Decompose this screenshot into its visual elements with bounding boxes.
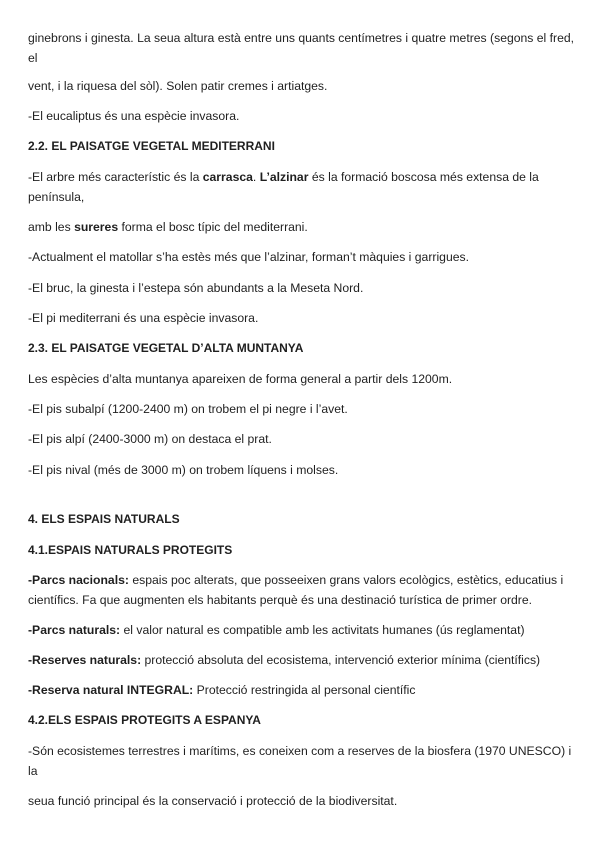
heading-4-1: 4.1.ESPAIS NATURALS PROTEGITS <box>28 543 233 557</box>
bold-term-reserves-naturals: -Reserves naturals: <box>28 653 142 667</box>
bold-term-sureres: sureres <box>74 220 119 234</box>
bold-term-parcs-nacionals: -Parcs nacionals: <box>28 573 129 587</box>
text: Protecció restringida al personal científic <box>193 683 416 697</box>
paragraph-7: -El bruc, la ginesta i l’estepa són abundants a la Meseta Nord. <box>28 281 364 295</box>
heading-4: 4. ELS ESPAIS NATURALS <box>28 512 180 526</box>
text: -El arbre més característic és la <box>28 170 203 184</box>
paragraph-16 <box>28 680 576 700</box>
text: espais poc alterats, que posseeixen grans valors ecològics, estètics, educatius i científics. Fa que augmenten els habitants perquè és una destinació turística de primer ordre. <box>28 573 564 607</box>
paragraph-18: seua funció principal és la conservació i protecció de la biodiversitat. <box>28 794 398 808</box>
paragraph-14 <box>28 620 576 640</box>
bold-term-parcs-naturals: -Parcs naturals: <box>28 623 121 637</box>
bold-term-reserva-integral: -Reserva natural INTEGRAL: <box>28 683 194 697</box>
paragraph-1: ginebrons i ginesta. La seua altura està entre uns quants centímetres i quatre metres (segons el fred, el <box>28 31 575 65</box>
text: és la formació boscosa més extensa de la península, <box>28 170 539 204</box>
heading-4-2: 4.2.ELS ESPAIS PROTEGITS A ESPANYA <box>28 713 261 727</box>
paragraph-10: -El pis subalpí (1200-2400 m) on trobem el pi negre i l’avet. <box>28 402 348 416</box>
paragraph-9: Les espècies d’alta muntanya apareixen de forma general a partir dels 1200m. <box>28 372 453 386</box>
paragraph-5 <box>28 217 576 237</box>
paragraph-8: -El pi mediterrani és una espècie invasora. <box>28 311 259 325</box>
text: protecció absoluta del ecosistema, intervenció exterior mínima (científics) <box>141 653 541 667</box>
paragraph-17: -Són ecosistemes terrestres i marítims, es coneixen com a reserves de la biosfera (1970 UNESCO) i la <box>28 744 572 778</box>
heading-2-3: 2.3. EL PAISATGE VEGETAL D’ALTA MUNTANYA <box>28 341 304 355</box>
paragraph-15 <box>28 650 576 670</box>
bold-term-carrasca: carrasca <box>202 170 253 184</box>
text: el valor natural es compatible amb les activitats humanes (ús reglamentat) <box>120 623 525 637</box>
paragraph-6: -Actualment el matollar s’ha estès més que l’alzinar, forman’t màquies i garrigues. <box>28 250 469 264</box>
heading-2-2: 2.2. EL PAISATGE VEGETAL MEDITERRANI <box>28 139 275 153</box>
paragraph-13 <box>28 570 576 610</box>
bold-term-alzinar: L’alzinar <box>259 170 309 184</box>
text: amb les <box>28 220 75 234</box>
paragraph-12: -El pis nival (més de 3000 m) on trobem líquens i molses. <box>28 463 339 477</box>
paragraph-11: -El pis alpí (2400-3000 m) on destaca el prat. <box>28 432 272 446</box>
text: . <box>252 170 260 184</box>
paragraph-2: vent, i la riquesa del sòl). Solen patir cremes i artiatges. <box>28 79 328 93</box>
paragraph-4 <box>28 167 576 207</box>
paragraph-3: -El eucaliptus és una espècie invasora. <box>28 109 240 123</box>
text: forma el bosc típic del mediterrani. <box>118 220 308 234</box>
